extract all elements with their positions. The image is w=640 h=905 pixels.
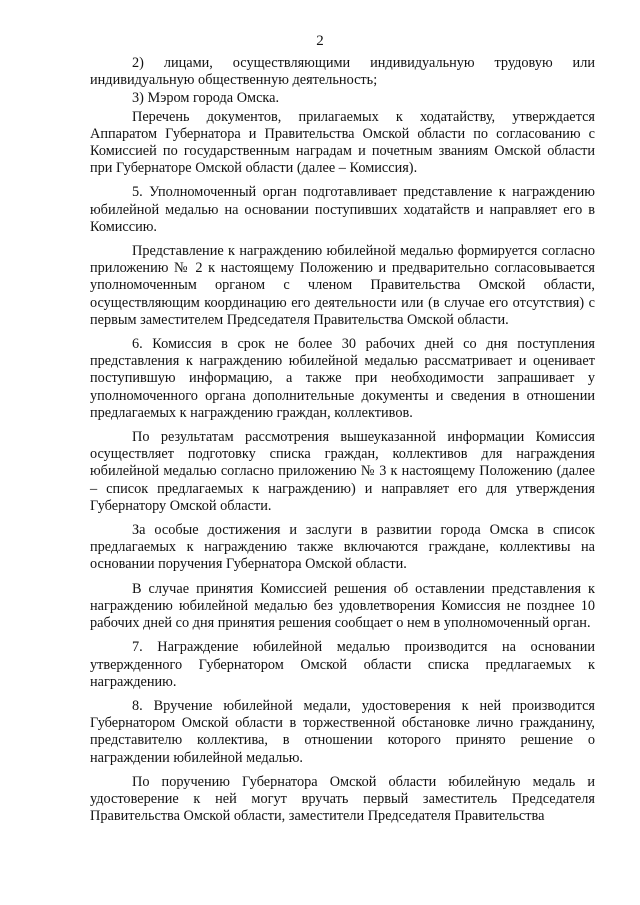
paragraph-special-merits: За особые достижения и заслуги в развитии города Омска в список предлагаемых к награждению также включаются граждане, коллективы на основании поручения Губернатора Омской области. <box>90 522 595 573</box>
paragraph-item-2: 2) лицами, осуществляющими индивидуальную трудовую или индивидуальную общественную деятельность; <box>90 55 595 89</box>
paragraph-review-results: По результатам рассмотрения вышеуказанной информации Комиссия осуществляет подготовку списка граждан, коллективов для награждения юбилейной медалью согласно приложению № 3 к настоящему Положению (далее – список предлагаемых к награждению) и направляет его для утверждения Губернатору Омской области. <box>90 429 595 514</box>
paragraph-section-7: 7. Награждение юбилейной медалью производится на основании утвержденного Губернатором Омской области списка предлагаемых к награждению. <box>90 639 595 690</box>
paragraph-item-3: 3) Мэром города Омска. <box>132 90 280 107</box>
paragraph-documents-list: Перечень документов, прилагаемых к ходатайству, утверждается Аппаратом Губернатора и Правительства Омской области по согласованию с Комиссией по государственным наградам и почетным званиям Омской области при Губернаторе Омской области (далее – Комиссия). <box>90 108 595 177</box>
paragraph-rejection: В случае принятия Комиссией решения об оставлении представления к награждению юбилейной медалью без удовлетворения Комиссия не позднее 10 рабочих дней со дня принятия решения сообщает о нем в уполномоченный орган. <box>90 580 595 632</box>
paragraph-representation: Представление к награждению юбилейной медалью формируется согласно приложению № 2 к настоящему Положению и предварительно согласовывается уполномоченным органом с членом Правительства Омской области, осуществляющим координацию его деятельности или (в случае его отсутствия) с первым заместителем Председателя Правительства Омской области. <box>90 243 595 328</box>
paragraph-delegated-award: По поручению Губернатора Омской области юбилейную медаль и удостоверение к ней могут вручать первый заместитель Председателя Правительства Омской области, заместители Председателя Правительства <box>90 773 595 825</box>
paragraph-section-6: 6. Комиссия в срок не более 30 рабочих дней со дня поступления представления к награждению юбилейной медалью рассматривает и оценивает поступившую информацию, а также при необходимости запрашивает у уполномоченного органа дополнительные документы и сведения в отношении предлагаемых к награждению граждан, коллективов. <box>90 336 595 421</box>
page-number: 2 <box>316 33 324 49</box>
document-body <box>90 55 595 832</box>
paragraph-section-5: 5. Уполномоченный орган подготавливает представление к награждению юбилейной медалью на основании поступивших ходатайств и направляет его в Комиссию. <box>90 184 595 235</box>
paragraph-section-8: 8. Вручение юбилейной медали, удостоверения к ней производится Губернатором Омской области в торжественной обстановке лично гражданину, представителю коллектива, в отношении которого принято решение о награждении юбилейной медалью. <box>90 697 595 766</box>
